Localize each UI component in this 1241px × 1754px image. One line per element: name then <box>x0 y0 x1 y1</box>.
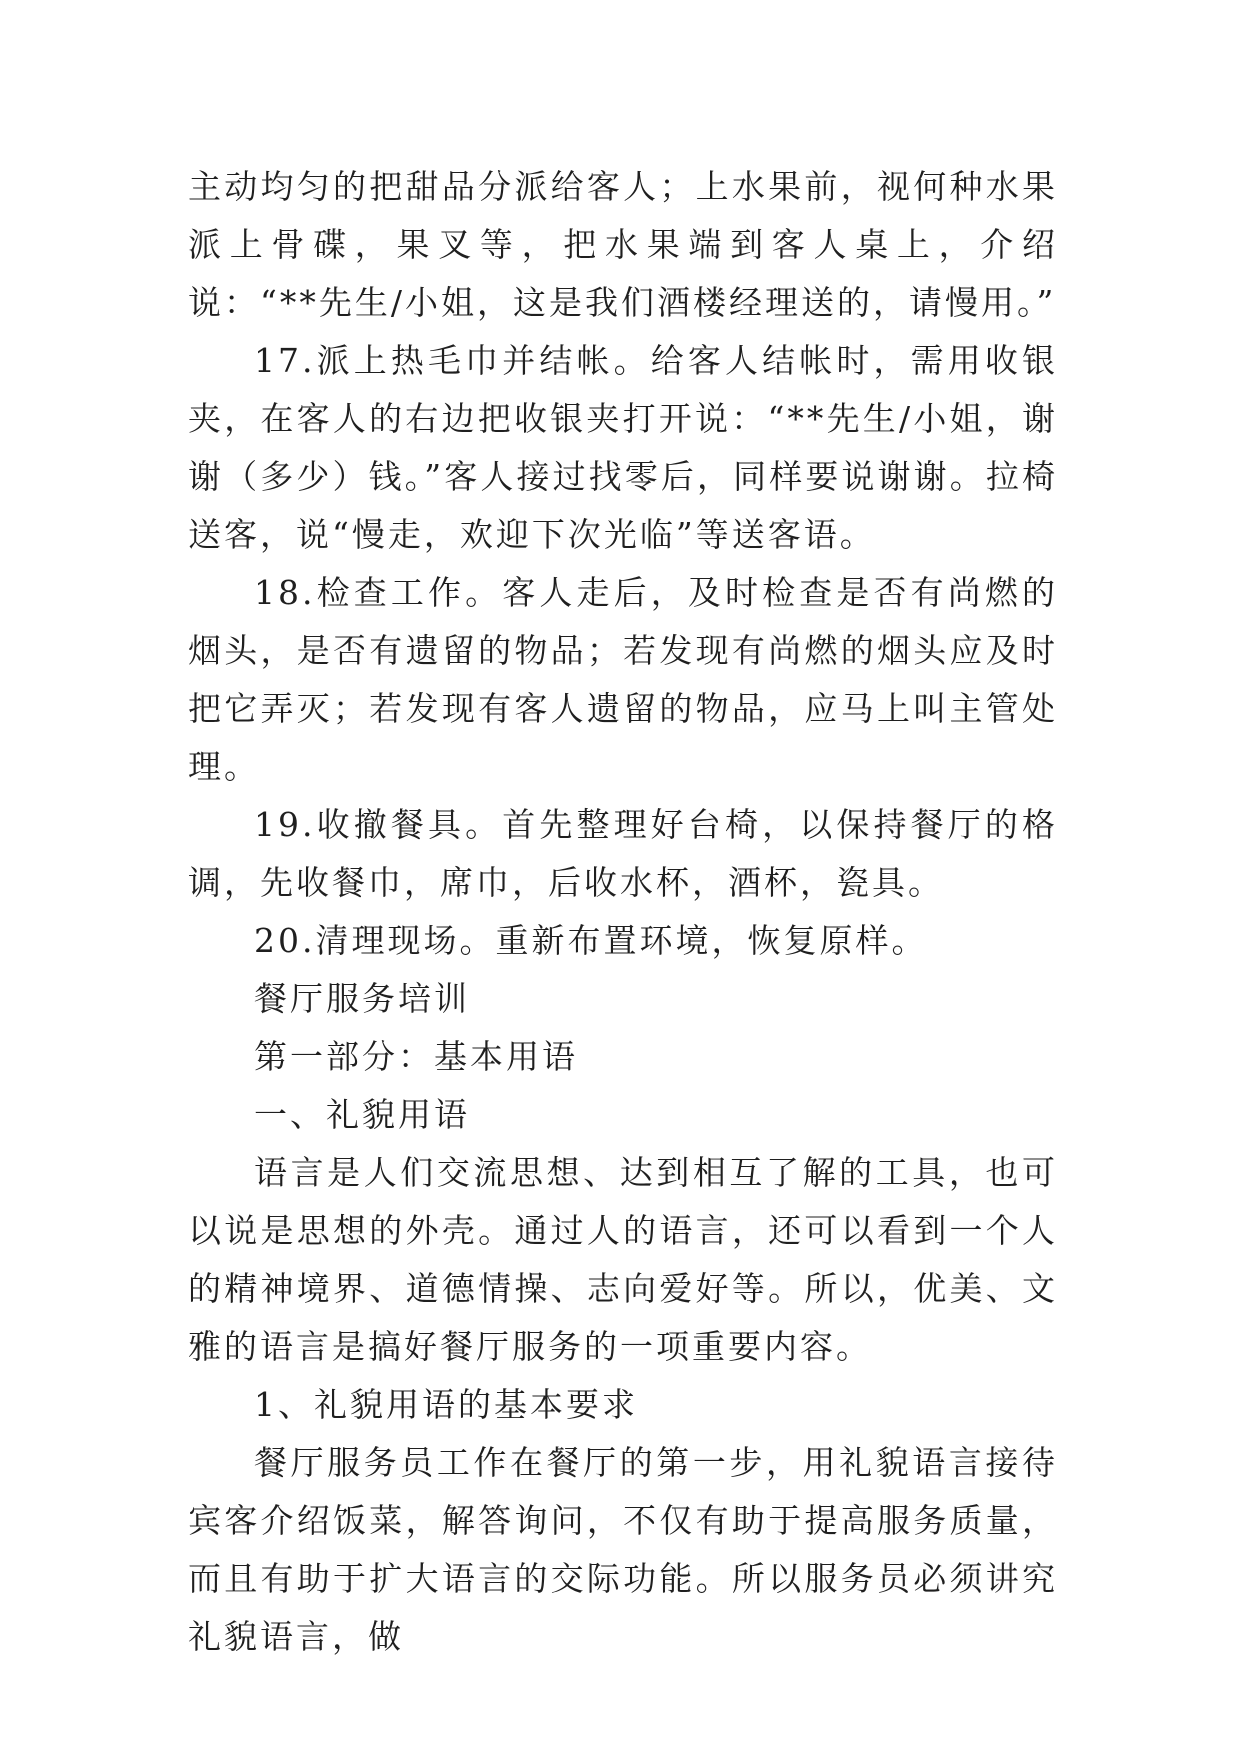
document-body <box>188 158 1058 1666</box>
paragraph-dessert-fruit: 主动均匀的把甜品分派给客人；上水果前，视何种水果派上骨碟，果叉等，把水果端到客人桌上，介绍说：“**先生/小姐，这是我们酒楼经理送的，请慢用。” <box>188 167 1058 322</box>
paragraph-basic-requirements: 餐厅服务员工作在餐厅的第一步，用礼貌语言接待宾客介绍饭菜，解答询问，不仅有助于提高服务质量，而且有助于扩大语言的交际功能。所以服务员必须讲究礼貌语言，做 <box>188 1443 1058 1656</box>
subsection-title: 一、礼貌用语 <box>254 1095 470 1134</box>
paragraph-step-20: 20.清理现场。重新布置环境，恢复原样。 <box>254 921 928 960</box>
paragraph-step-17: 17.派上热毛巾并结帐。给客人结帐时，需用收银夹，在客人的右边把收银夹打开说：“**先生/小姐，谢谢（多少）钱。”客人接过找零后，同样要说谢谢。拉椅送客，说“慢走，欢迎下次光临”等送客语。 <box>188 341 1058 554</box>
paragraph-language-intro: 语言是人们交流思想、达到相互了解的工具，也可以说是思想的外壳。通过人的语言，还可以看到一个人的精神境界、道德情操、志向爱好等。所以，优美、文雅的语言是搞好餐厅服务的一项重要内容。 <box>188 1153 1058 1366</box>
item-title: 1、礼貌用语的基本要求 <box>254 1385 638 1424</box>
section-title: 餐厅服务培训 <box>254 979 470 1018</box>
paragraph-step-19: 19.收撤餐具。首先整理好台椅，以保持餐厅的格调，先收餐巾，席巾，后收水杯，酒杯，瓷具。 <box>188 805 1058 902</box>
part-title: 第一部分：基本用语 <box>254 1037 578 1076</box>
paragraph-step-18: 18.检查工作。客人走后，及时检查是否有尚燃的烟头，是否有遗留的物品；若发现有尚燃的烟头应及时把它弄灭；若发现有客人遗留的物品，应马上叫主管处理。 <box>188 573 1058 786</box>
